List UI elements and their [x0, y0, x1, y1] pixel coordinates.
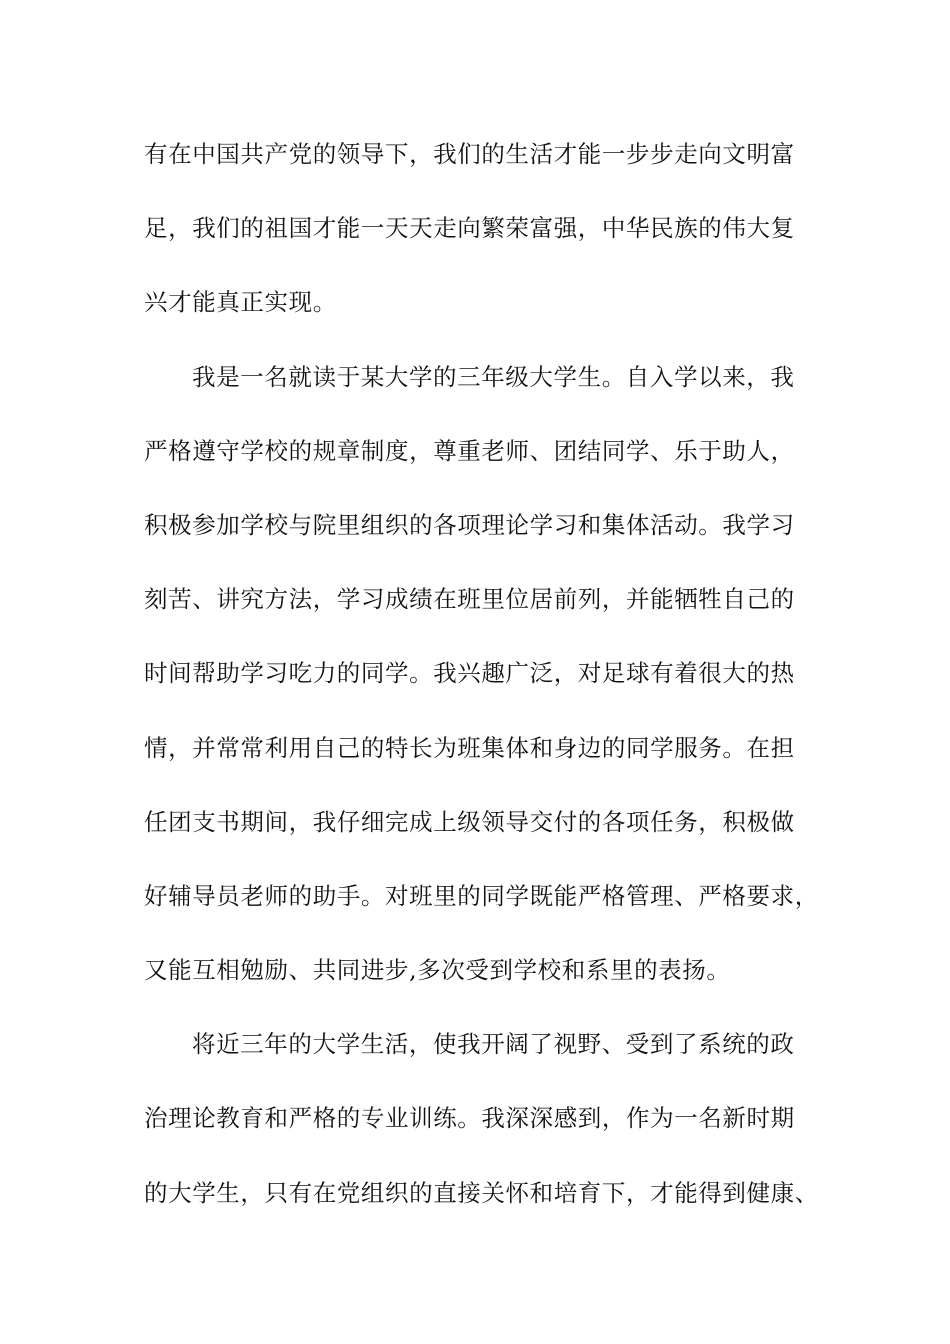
text-line-8: 时间帮助学习吃力的同学。我兴趣广泛，对足球有着很大的热 — [144, 659, 795, 688]
text-line-14: 治理论教育和严格的专业训练。我深深感到，作为一名新时期 — [144, 1104, 795, 1133]
text-line-9: 情，并常常利用自己的特长为班集体和身边的同学服务。在担 — [144, 733, 795, 762]
text-line-4: 我是一名就读于某大学的三年级大学生。自入学以来，我 — [192, 362, 795, 391]
document-body — [144, 126, 824, 1239]
text-line-12: 又能互相勉励、共同进步,多次受到学校和系里的表扬。 — [144, 956, 731, 985]
text-line-10: 任团支书期间，我仔细完成上级领导交付的各项任务，积极做 — [144, 807, 795, 836]
text-line-5: 严格遵守学校的规章制度，尊重老师、团结同学、乐于助人， — [144, 436, 795, 465]
text-line-7: 刻苦、讲究方法，学习成绩在班里位居前列，并能牺牲自己的 — [144, 585, 795, 614]
text-line-6: 积极参加学校与院里组织的各项理论学习和集体活动。我学习 — [144, 510, 795, 539]
text-line-13: 将近三年的大学生活，使我开阔了视野、受到了系统的政 — [192, 1030, 795, 1059]
text-line-1: 有在中国共产党的领导下，我们的生活才能一步步走向文明富 — [144, 140, 795, 168]
text-line-11: 好辅导员老师的助手。对班里的同学既能严格管理、严格要求， — [144, 881, 819, 910]
text-line-3: 兴才能真正实现。 — [144, 288, 337, 317]
text-line-2: 足，我们的祖国才能一天天走向繁荣富强，中华民族的伟大复 — [144, 214, 795, 243]
text-line-15: 的大学生，只有在党组织的直接关怀和培育下，才能得到健康、 — [144, 1178, 819, 1207]
